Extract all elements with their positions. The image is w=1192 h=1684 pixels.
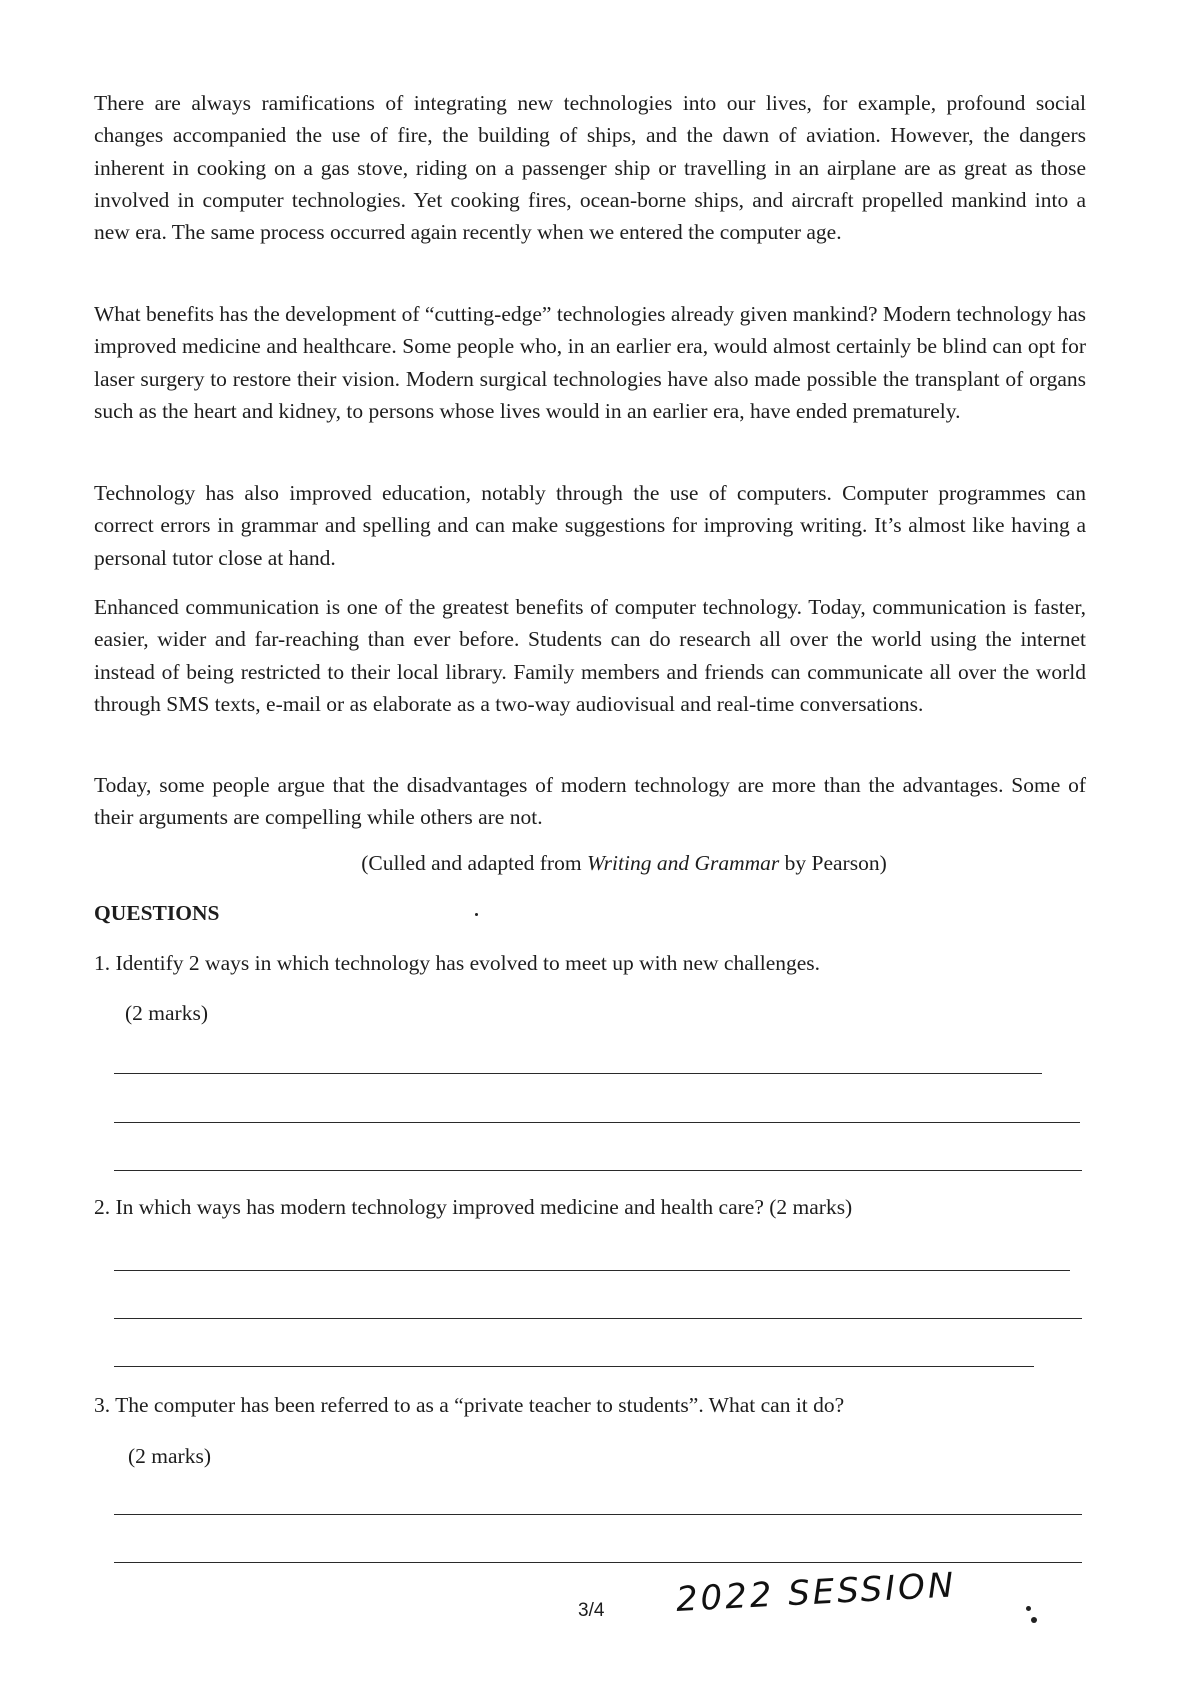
scan-speck [475,913,478,916]
answer-line[interactable] [114,1270,1070,1271]
source-credit [0,851,1192,876]
question-1: 1. Identify 2 ways in which technology has evolved to meet up with new challenges. [94,951,821,975]
question-1-marks: (2 marks) [125,1001,208,1025]
answer-line[interactable] [114,1318,1082,1319]
passage-paragraph-3: Technology has also improved education, notably through the use of computers. Computer programmes can correct errors in grammar and spelling and can make suggestions for improving writing. It’s almost like having a personal tutor close at hand. [94,481,1086,570]
passage-paragraph-5: Today, some people argue that the disadvantages of modern technology are more than the advantages. Some of their arguments are compelling while others are not. [94,773,1086,830]
question-3: 3. The computer has been referred to as a “private teacher to students”. What can it do? [94,1393,845,1417]
credit-prefix: (Culled and adapted from [361,851,587,875]
credit-suffix: by Pearson) [779,851,887,875]
question-2: 2. In which ways has modern technology improved medicine and health care? (2 marks) [94,1195,853,1219]
questions-heading: QUESTIONS [94,901,220,925]
answer-line[interactable] [114,1073,1042,1074]
answer-line[interactable] [114,1562,1082,1563]
question-3-marks: (2 marks) [128,1444,211,1468]
passage-paragraph-1: There are always ramifications of integrating new technologies into our lives, for example, profound social changes accompanied the use of fire, the building of ships, and the dawn of aviation. However, the dangers inherent in cooking on a gas stove, riding on a passenger ship or travelling in an airplane are as great as those involved in computer technologies. Yet cooking fires, ocean-borne ships, and aircraft propelled mankind into a new era. The same process occurred again recently when we entered the computer age. [94,91,1086,245]
answer-line[interactable] [114,1514,1082,1515]
session-stamp: 2022 SESSION [674,1565,958,1620]
page-number: 3/4 [578,1600,605,1621]
answer-line[interactable] [114,1170,1082,1171]
scan-speck [1031,1617,1037,1623]
answer-line[interactable] [114,1366,1034,1367]
passage-paragraph-4: Enhanced communication is one of the greatest benefits of computer technology. Today, communication is faster, easier, wider and far-reaching than ever before. Students can do research all over the world using the internet instead of being restricted to their local library. Family members and friends can communicate all over the world through SMS texts, e-mail or as elaborate as a two-way audiovisual and real-time conversations. [94,595,1086,716]
answer-line[interactable] [114,1122,1080,1123]
scan-speck [1026,1606,1031,1611]
passage-paragraph-2: What benefits has the development of “cutting-edge” technologies already given mankind? Modern technology has improved medicine and healthcare. Some people who, in an earlier era, would almost certainly be blind can opt for laser surgery to restore their vision. Modern surgical technologies have also made possible the transplant of organs such as the heart and kidney, to persons whose lives would in an earlier era, have ended prematurely. [94,302,1086,423]
credit-title: Writing and Grammar [586,851,780,875]
